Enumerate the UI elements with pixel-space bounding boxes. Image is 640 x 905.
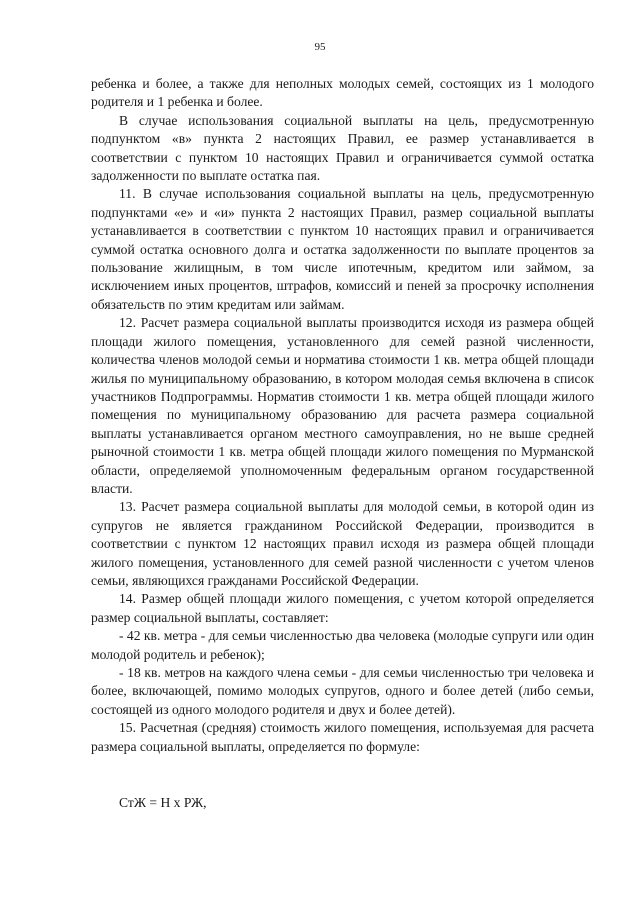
document-body xyxy=(91,75,594,812)
paragraph-clause-11: 11. В случае использования социальной выплаты на цель, предусмотренную подпунктами «е» и «и» пункта 2 настоящих Правил, размер социальной выплаты устанавливается в соответствии с пунктом 10 настоящих правил и ограничивается суммой остатка основного долга и остатка задолженности по выплате процентов за пользование жилищным, в том числе ипотечным, кредитом или займом, за исключением иных процентов, штрафов, комиссий и пеней за просрочку исполнения обязательств по этим кредитам или займам. xyxy=(91,186,594,312)
formula: СтЖ = Н х РЖ, xyxy=(119,795,207,811)
paragraph-continuation: ребенка и более, а также для неполных молодых семей, состоящих из 1 молодого родителя и 1 ребенка и более. xyxy=(91,76,594,110)
paragraph-clause-15: 15. Расчетная (средняя) стоимость жилого помещения, используемая для расчета размера социальной выплаты, определяется по формуле: xyxy=(91,720,594,754)
paragraph-payment-share: В случае использования социальной выплаты на цель, предусмотренную подпунктом «в» пункта 2 настоящих Правил, ее размер устанавливается в соответствии с пунктом 10 настоящих Правил и ограничивается суммой остатка задолженности по выплате остатка пая. xyxy=(91,112,594,184)
paragraph-clause-14: 14. Размер общей площади жилого помещения, с учетом которой определяется размер социальной выплаты, составляет: xyxy=(91,591,594,625)
page-number: 95 xyxy=(314,41,326,53)
list-item-18-sqm: - 18 кв. метров на каждого члена семьи - для семьи численностью три человека и более, включающей, помимо молодых супругов, одного и более детей (либо семьи, состоящей из одного молодого родителя и двух и более детей). xyxy=(91,665,594,717)
paragraph-clause-13: 13. Расчет размера социальной выплаты для молодой семьи, в которой один из супругов не является гражданином Российской Федерации, производится в соответствии с пунктом 12 настоящих правил исходя из размера общей площади жилого помещения, установленного для семей разной численности с учетом членов семьи, являющихся гражданами Российской Федерации. xyxy=(91,499,594,588)
paragraph-clause-12: 12. Расчет размера социальной выплаты производится исходя из размера общей площади жилого помещения, установленного для семей разной численности, количества членов молодой семьи и норматива стоимости 1 кв. метра общей площади жилья по муниципальному образованию, в котором молодая семья включена в список участников Подпрограммы. Норматив стоимости 1 кв. метра общей площади жилого помещения по муниципальному образованию для расчета размера социальной выплаты устанавливается органом местного самоуправления, но не выше средней рыночной стоимости 1 кв. метра общей площади жилого помещения по Мурманской области, определяемой уполномоченным федеральным органом государственной власти. xyxy=(91,315,594,496)
list-item-42-sqm: - 42 кв. метра - для семьи численностью два человека (молодые супруги или один молодой родитель и ребенок); xyxy=(91,628,594,662)
